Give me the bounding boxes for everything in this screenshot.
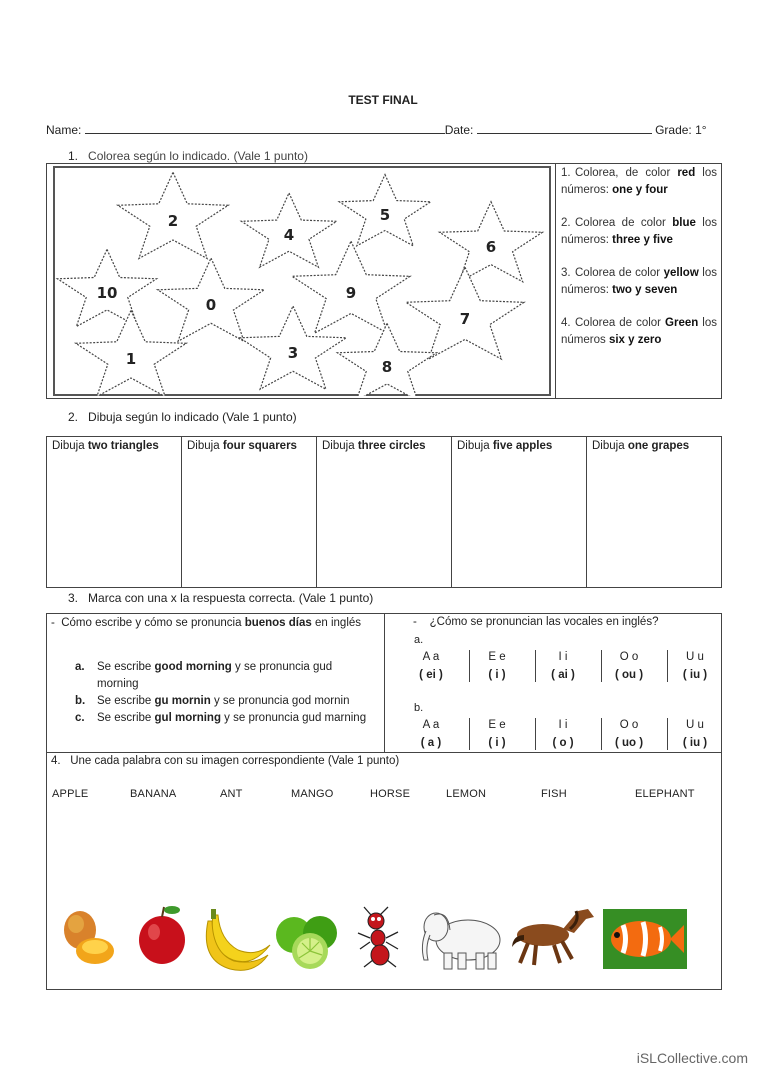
lemon-image[interactable]	[276, 916, 337, 969]
vowel-letter: I i	[558, 651, 568, 663]
group-b-label: b.	[414, 702, 424, 714]
star-number-0: 0	[205, 296, 217, 314]
matching-images	[58, 905, 718, 975]
vowels-question: - ¿Cómo se pronuncian las vocales en inglés?	[413, 616, 659, 628]
vowel-sound: ( ai )	[551, 669, 575, 681]
word-banana[interactable]: BANANA	[130, 788, 177, 800]
banana-image[interactable]	[206, 909, 270, 970]
instruction-4: 4. Colorea de color Green los números six y zero	[561, 317, 717, 346]
vowel-sound: ( iu )	[682, 669, 708, 681]
vowel-option-a-2[interactable]	[473, 648, 521, 684]
name-label: Name:	[46, 123, 82, 137]
star-number-10: 10	[96, 284, 118, 302]
vowel-sound: ( i )	[488, 669, 506, 681]
page-title: TEST FINAL	[348, 93, 418, 107]
draw-cell-2[interactable]: Dibuja four squarers	[182, 437, 317, 587]
vowel-sound: ( ou )	[614, 669, 644, 681]
word-horse[interactable]: HORSE	[370, 788, 411, 800]
vowel-sound: ( i )	[488, 737, 506, 749]
star-number-7: 7	[459, 310, 471, 328]
vowel-letter: E e	[488, 719, 506, 731]
stars-frame	[53, 166, 551, 396]
word-lemon[interactable]: LEMON	[446, 788, 487, 800]
word-apple[interactable]: APPLE	[52, 788, 89, 800]
vowel-sound: ( a )	[420, 737, 442, 749]
mango-image[interactable]	[64, 911, 114, 964]
star-number-8: 8	[381, 358, 393, 376]
vowel-sound: ( iu )	[682, 737, 708, 749]
option-a[interactable]: a. Se escribe good morning y se pronuncia gud morning	[75, 661, 333, 690]
date-field[interactable]	[477, 121, 652, 134]
instruction-1: 1. Colorea, de color red los números: one y four	[561, 167, 717, 196]
vowel-separator	[667, 718, 668, 750]
section1-box	[46, 163, 722, 399]
vowel-option-b-1[interactable]	[407, 716, 455, 752]
ant-image[interactable]	[358, 907, 398, 967]
vowel-separator	[535, 718, 536, 750]
vowel-option-a-5[interactable]	[671, 648, 719, 684]
draw-cell-1[interactable]: Dibuja two triangles	[47, 437, 182, 587]
vowel-option-b-3[interactable]	[539, 716, 587, 752]
fish-image[interactable]	[603, 909, 687, 969]
vowel-sound: ( o )	[552, 737, 574, 749]
star-number-9: 9	[345, 284, 357, 302]
vowel-letter: A a	[422, 719, 440, 731]
name-field[interactable]	[85, 121, 445, 134]
instruction-3: 3. Colorea de color yellow los números: two y seven	[561, 267, 718, 296]
vowel-separator	[469, 650, 470, 682]
elephant-image[interactable]	[422, 913, 500, 969]
vowel-separator	[535, 650, 536, 682]
divider	[47, 752, 721, 753]
vowel-option-b-4[interactable]	[605, 716, 653, 752]
vowel-separator	[601, 718, 602, 750]
vowel-option-a-1[interactable]	[407, 648, 455, 684]
word-ant[interactable]: ANT	[220, 788, 243, 800]
star-number-1: 1	[125, 350, 137, 368]
vowel-separator	[601, 650, 602, 682]
draw-cell-5[interactable]: Dibuja one grapes	[592, 440, 690, 452]
section2-heading: 2. Dibuja según lo indicado (Vale 1 punto)	[68, 410, 297, 424]
vowel-letter: I i	[558, 719, 568, 731]
footer-watermark: iSLCollective.com	[636, 1050, 748, 1066]
section4-heading: 4. Une cada palabra con su imagen correspondiente (Vale 1 punto)	[51, 755, 400, 767]
vowel-letter: U u	[686, 719, 704, 731]
vowel-letter: E e	[488, 651, 506, 663]
vowel-option-b-2[interactable]	[473, 716, 521, 752]
instruction-2: 2. Colorea de color blue los números: three y five	[561, 217, 717, 246]
group-a-label: a.	[414, 634, 424, 646]
vowel-options	[47, 614, 721, 752]
word-elephant[interactable]: ELEPHANT	[635, 788, 695, 800]
word-fish[interactable]: FISH	[541, 788, 567, 800]
name-date-row	[46, 121, 726, 137]
stars-drawing[interactable]	[55, 168, 551, 396]
horse-image[interactable]	[512, 909, 594, 965]
star-number-5: 5	[379, 206, 391, 224]
vowel-option-b-5[interactable]	[671, 716, 719, 752]
grade-label: Grade: 1°	[655, 123, 707, 137]
star-number-2: 2	[167, 212, 179, 230]
section1-heading: 1. Colorea según lo indicado. (Vale 1 punto)	[68, 149, 308, 163]
word-mango[interactable]: MANGO	[291, 788, 334, 800]
star-number-6: 6	[485, 238, 497, 256]
vowel-option-a-4[interactable]	[605, 648, 653, 684]
divider	[555, 164, 556, 398]
vowel-letter: A a	[422, 651, 440, 663]
drawing-table	[46, 436, 722, 588]
star-number-3: 3	[287, 344, 299, 362]
draw-cell-3[interactable]: Dibuja three circles	[317, 437, 452, 587]
vowel-sound: ( uo )	[614, 737, 644, 749]
vowel-option-a-3[interactable]	[539, 648, 587, 684]
vowel-letter: O o	[619, 719, 639, 731]
vowel-letter: O o	[619, 651, 639, 663]
draw-cell-4[interactable]: Dibuja five apples	[452, 437, 587, 587]
vowel-separator	[667, 650, 668, 682]
vowel-letter: U u	[686, 651, 704, 663]
vowel-sound: ( ei )	[419, 669, 443, 681]
option-c[interactable]: c. Se escribe gul morning y se pronuncia gud marning	[75, 712, 367, 724]
option-b[interactable]: b. Se escribe gu mornin y se pronuncia god mornin	[75, 695, 350, 707]
color-instructions	[561, 165, 717, 349]
greeting-question: - Cómo escribe y cómo se pronuncia buenos días en inglés	[51, 617, 362, 629]
star-number-4: 4	[283, 226, 295, 244]
vowel-separator	[469, 718, 470, 750]
section3-heading: 3. Marca con una x la respuesta correcta. (Vale 1 punto)	[68, 591, 374, 605]
date-label: Date:	[444, 123, 474, 137]
apple-image[interactable]	[139, 906, 185, 964]
